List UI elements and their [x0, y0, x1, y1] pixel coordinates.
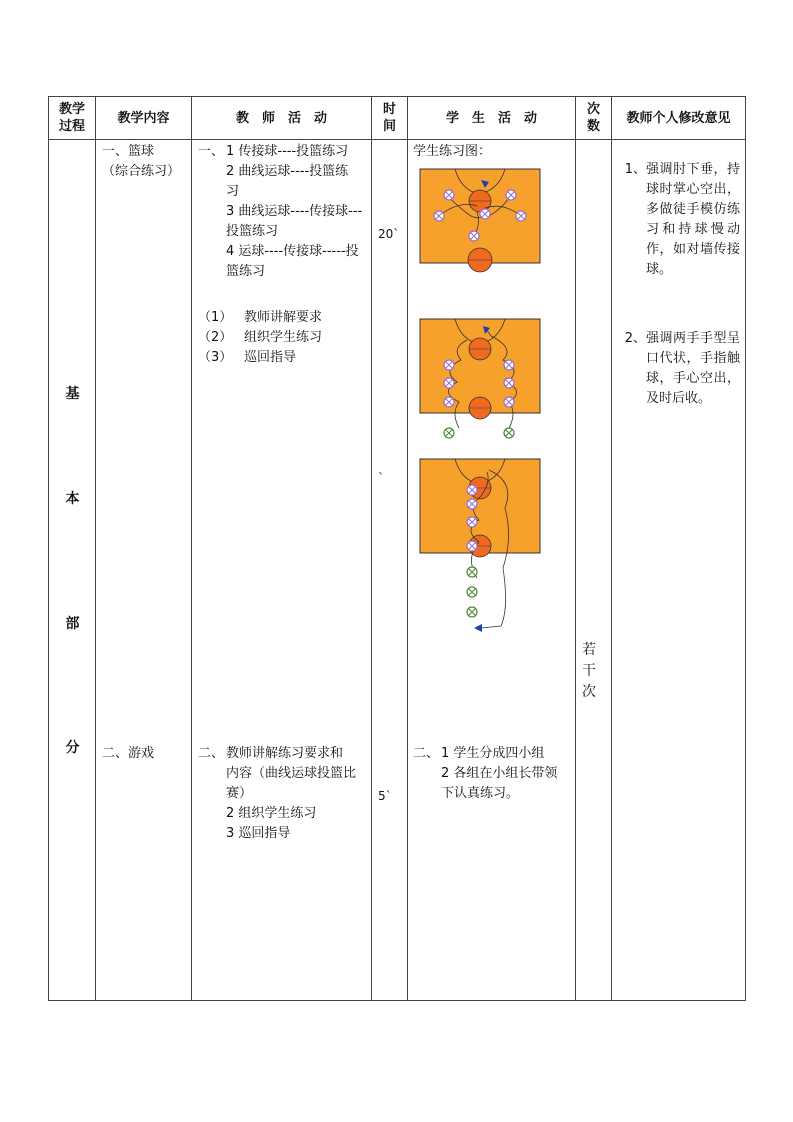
header-time: 时间: [372, 97, 408, 140]
content-cell: [96, 140, 192, 1001]
student-line: 1 学生分成四小组: [441, 746, 545, 761]
student-item2-list: [441, 744, 573, 804]
teacher-steps: [198, 308, 322, 368]
drill-diagram-1: [419, 168, 541, 276]
teacher-line: 1 传接球----投篮练习: [226, 144, 349, 159]
header-comments: 教师个人修改意见: [612, 97, 746, 140]
header-student: 学 生 活 动: [408, 97, 576, 140]
header-count: 次数: [576, 97, 612, 140]
comment-item: 强调肘下垂，持球时掌心空出，多做徒手模仿练习和持球慢动作，如对墙传接球。: [646, 162, 740, 277]
time-cell: [372, 140, 408, 1001]
time-value-2: 5`: [378, 789, 392, 803]
teacher-item1-list: [226, 142, 370, 282]
teacher-step: （3） 巡回指导: [198, 350, 297, 365]
lesson-plan-table: [48, 96, 746, 1001]
process-char: 基: [65, 386, 80, 402]
student-line: 2 各组在小组长带领: [441, 766, 558, 781]
process-char: 部: [65, 616, 80, 632]
comments-cell: [612, 140, 746, 1001]
header-process: 教学过程: [49, 97, 96, 140]
teacher-line: 内容（曲线运球投篮比: [226, 766, 357, 781]
table-header-row: [49, 97, 746, 140]
teacher-line: 2 曲线运球----投篮练: [226, 164, 349, 179]
header-teacher: 教 师 活 动: [192, 97, 372, 140]
teacher-item1-prefix: 一、: [198, 144, 225, 159]
teacher-cell: [192, 140, 372, 1001]
teacher-line: 习: [226, 184, 240, 199]
count-text: 若 干 次: [582, 642, 596, 700]
teacher-step: （1） 教师讲解要求: [198, 310, 323, 325]
teacher-line: 教师讲解练习要求和: [226, 746, 344, 761]
content-item1-title: 一、篮球: [102, 144, 155, 159]
comment-item: 强调两手手型呈口代状，手指触球，手心空出，及时后收。: [646, 331, 740, 406]
teacher-item2-prefix: 二、: [198, 746, 225, 761]
teacher-line: 4 运球----传接球-----投: [226, 244, 359, 259]
teacher-line: 投篮练习: [226, 224, 279, 239]
student-title: 学生练习图：: [413, 144, 492, 159]
student-cell: [408, 140, 576, 1001]
teacher-line: 3 曲线运球----传接球---: [226, 204, 363, 219]
drill-diagram-2: [419, 318, 541, 448]
time-value-1: 20`: [378, 227, 400, 241]
content-item1-sub: （综合练习）: [102, 164, 181, 179]
comment-num: 1、: [624, 162, 646, 177]
teacher-line: 2 组织学生练习: [226, 806, 317, 821]
comment-num: 2、: [624, 331, 646, 346]
student-line: 下认真练习。: [441, 786, 520, 801]
teacher-step: （2） 组织学生练习: [198, 330, 323, 345]
teacher-line: 篮练习: [226, 264, 266, 279]
process-char: 本: [65, 491, 80, 507]
drill-diagram-3: [419, 458, 541, 640]
teacher-item2-list: [226, 744, 370, 844]
teacher-line: 赛）: [226, 786, 253, 801]
content-item2-title: 二、游戏: [102, 746, 155, 761]
table-body-row: [49, 140, 746, 1001]
count-cell: [576, 140, 612, 1001]
student-item2-prefix: 二、: [413, 746, 440, 761]
header-content: 教学内容: [96, 97, 192, 140]
arrow-icon: [474, 624, 482, 632]
teacher-line: 3 巡回指导: [226, 826, 291, 841]
time-mark: `: [378, 471, 384, 485]
process-char: 分: [65, 740, 80, 756]
process-cell: [49, 140, 96, 1001]
